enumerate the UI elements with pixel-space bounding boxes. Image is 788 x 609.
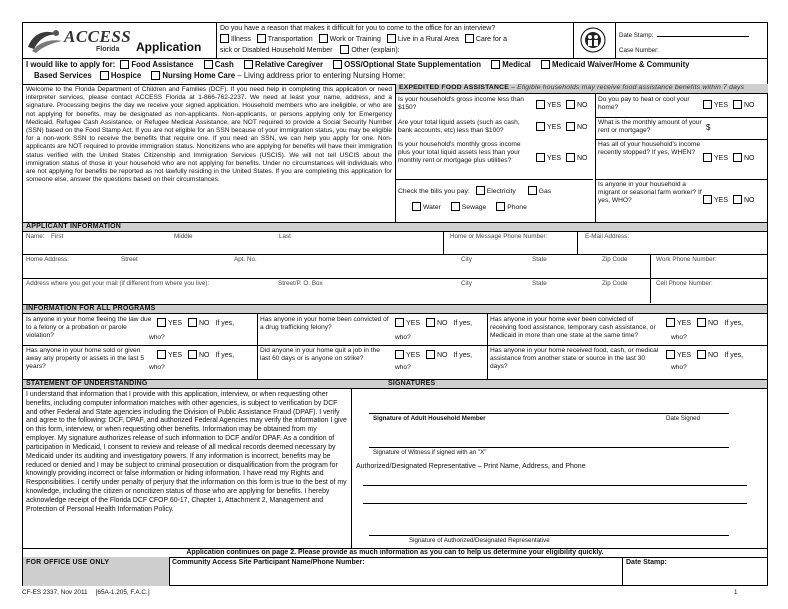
prog-q5: Did anyone in your home quit a job in the last 60 days or is anyone on strike? bbox=[260, 347, 380, 363]
nursing-home-checkbox[interactable] bbox=[151, 71, 160, 80]
exp-q1: Is your household's gross income less than $150? bbox=[398, 96, 524, 112]
exp-q3: Is your household's monthly gross income plus your total liquid assets less than your monthly rent or mortgage plus utilities? bbox=[398, 141, 521, 165]
exp-q1-yes[interactable] bbox=[536, 100, 545, 109]
intro-text: Welcome to the Florida Department of Children and Families (DCF). If you need help in completing this application or need interpreter services, please contact ACCESS Florida at 1-866-762-2237. We need at least your name, address, and a signature. Processing begins the day we receive your signed application. Household members who are ineligible, or who are not applying for benefits, may be designated as non-applicants. Non-applicants, or persons applying only for Emergency Medicaid, Refugee Cash Assistance, or Refugee Medical Assistance, are NOT required to provide a Social Security Number (SSN) based on the Food Stamp Act. If you are not eligible for an SSN because of your immigration status, you may be eligible for a non-work SSN to receive the benefits that require one. If you need an SSN, we can help you apply for one. Non-applicants are NOT required to provide immigration status. Noncitizens who are applying for benefits will have their immigration status verified with the United States Citizenship and Immigration Services (USCIS). We will not tell USCIS about the immigration status of those in your household who are not applying for benefits. Under no circumstances will individuals who are not applying for benefits be reported as not lawfully residing in the United States. If you are completing this application for someone else, answer the questions based on their circumstances. bbox=[26, 86, 392, 184]
rent-amount-field[interactable]: $ bbox=[706, 123, 711, 132]
office-use-label: FOR OFFICE USE ONLY bbox=[23, 557, 169, 586]
access-logo bbox=[26, 26, 202, 56]
exp-q3-yes[interactable] bbox=[536, 153, 545, 162]
swoosh-logo-icon bbox=[26, 27, 64, 55]
prog-q1-yes[interactable] bbox=[157, 318, 166, 327]
witness-label: Signature of Witness if signed with an "X" bbox=[373, 449, 487, 456]
exp-q4-yes[interactable] bbox=[703, 100, 712, 109]
bills-row: Check the bills you pay: Electricity Gas Water Sewage Phone bbox=[398, 188, 552, 211]
prog-q3-who[interactable]: who? bbox=[671, 334, 687, 341]
oss-checkbox[interactable] bbox=[333, 60, 342, 69]
home-phone-field[interactable] bbox=[444, 232, 577, 254]
name-field[interactable] bbox=[23, 232, 443, 254]
continues-note: Application continues on page 2. Please provide as much information as you can to help us determine your eligibility quickly. bbox=[186, 549, 604, 556]
dcf-seal-icon bbox=[580, 27, 606, 53]
applicant-header: APPLICANT INFORMATION bbox=[23, 222, 767, 232]
care-checkbox[interactable] bbox=[465, 34, 474, 43]
prog-q3-yes[interactable] bbox=[666, 318, 675, 327]
hospice-checkbox[interactable] bbox=[100, 71, 109, 80]
participant-label[interactable]: Community Access Site Participant Name/Phone Number: bbox=[172, 559, 365, 566]
adult-signature-line[interactable] bbox=[369, 413, 729, 414]
prog-q5-yes[interactable] bbox=[395, 350, 404, 359]
logo-word: ACCESS bbox=[64, 27, 132, 46]
exp-q7: Is anyone in your household a migrant or seasonal farm worker? If yes, WHO? bbox=[598, 181, 702, 205]
phone-bill-checkbox[interactable] bbox=[496, 202, 505, 211]
prog-q3: Has anyone in your home ever been convicted of receiving food assistance, temporary cash assistance, or Medicaid in more than one state at the same time? bbox=[490, 316, 656, 340]
prog-q2-no[interactable] bbox=[426, 318, 435, 327]
cash-checkbox[interactable] bbox=[204, 60, 213, 69]
exp-q6-yes[interactable] bbox=[703, 153, 712, 162]
electricity-checkbox[interactable] bbox=[476, 186, 485, 195]
rural-area-checkbox[interactable] bbox=[387, 34, 396, 43]
water-checkbox[interactable] bbox=[412, 202, 421, 211]
prog-q1-no[interactable] bbox=[188, 318, 197, 327]
rep-signature-line[interactable] bbox=[369, 535, 729, 536]
exp-q3-no[interactable] bbox=[566, 153, 575, 162]
prog-q6-who[interactable]: who? bbox=[671, 364, 687, 371]
exp-q4: Do you pay to heat or cool your home? bbox=[598, 96, 690, 112]
witness-signature-line[interactable] bbox=[369, 447, 729, 448]
prog-q3-no[interactable] bbox=[697, 318, 706, 327]
transportation-checkbox[interactable] bbox=[257, 34, 266, 43]
signatures-header: SIGNATURES bbox=[388, 380, 436, 387]
prog-q5-who[interactable]: who? bbox=[395, 364, 411, 371]
prog-q2: Has anyone in your home been convicted of a drug trafficking felony? bbox=[260, 316, 389, 332]
expedited-header: EXPEDITED FOOD ASSISTANCE – Eligible households may receive food assistance benefits within 7 days bbox=[396, 84, 768, 94]
prog-q6-yes[interactable] bbox=[666, 350, 675, 359]
cell-phone-field[interactable] bbox=[651, 278, 767, 303]
office-date-stamp-label[interactable]: Date Stamp: bbox=[626, 559, 667, 566]
adult-signature-label: Signature of Adult Household Member bbox=[373, 415, 486, 422]
exp-q6: Has all of your household's income recently stopped? If yes, WHEN? bbox=[598, 141, 701, 157]
rep-line-2[interactable] bbox=[363, 503, 747, 504]
application-form: ACCESS Florida Application Do you have a reason that makes it difficult for you to come to the office for an interview? Illness Transportation Work or Training Live in a Rural Area Care for a sick or Disabled Household Member Other (explain): Date Stamp: Case Number: I would like to apply for: Food Assistance Cash Relative Caregiver OSS/Optional State Supplementation Medical Medicaid Waiver/Home & Community Based Services Hospice Nursing Home Care – Living address prior to entering Nursing Home: Welcome to the Florida Department of Children and Families (DCF). If you need help in completing this application or need interpreter services, please contact ACCESS Florida at 1-866-762-2237. We need at least your name, address, and a signature. Processing begins the day we receive your signed application. Household members who are ineligible, or who are not applying for benefits, may be designated as non-applicants. Non-applicants, or persons applying only for Emergency Medicaid, Refugee Cash Assistance, or Refugee Medical Assistance, are NOT required to provide a Social Security Number (SSN) based on the Food Stamp Act. If you are not eligible for an SSN because of your immigration status, you may be eligible for a non-work SSN to receive the benefits that require one. If you need an SSN, we can help you apply for one. Non-applicants are NOT required to provide immigration status. Noncitizens who are applying for benefits will have their immigration status verified with the United States Citizenship and Immigration Services (USCIS). We will not tell USCIS about the immigration status of those in your household who are not applying for benefits. Under no circumstances will individuals who are not applying for benefits be reported as not lawfully residing in the United States. If you are completing this application for someone else, answer the questions based on their circumstances. EXPEDITED FOOD ASSISTANCE – Eligible households may receive food assistance benefits within 7 days Is your household's gross income less than $150? YES NO Are your total liquid assets (such as cash, bank accounts, etc) less than $100? YES NO Is your household's monthly gross income plus your total liquid assets less than your monthly rent or mortgage plus utilities? YES NO Check the bills you pay: Electricity Gas Water Sewage Phone Do you pay to heat or cool your home? YES NO What is the monthly amount of your rent or mortgage? $ Has all of your household's income recently stopped? If yes, WHEN? YES NO Is anyone in your household a migrant or seasonal farm worker? If yes, WHO? YES NO APPLICANT INFORMATION Name: First Middle Last Home or Message Phone Number: E-Mail Address: Home Address: Street Apt. No. City State Zip Code Work Phone Number: Address where you get your mail (if different from where you live): Street/P. O. Box City State Zip Code Cell Phone Number: INFORMATION FOR ALL PROGRAMS Is anyone in your home fleeing the law due to a felony or a probation or parole violation? YES NO If yes, who? Has anyone in your home been convicted of a drug trafficking felony? YES NO If yes, who? Has anyone in your home ever been convicted of receiving food assistance, temporary cash assistance, or Medicaid in more than one state at the same time? YES NO If yes, who? Has anyone in your home sold or given away any property or assets in the last 5 years? YES NO If yes, who? Did anyone in your home quit a job in the last 60 days or is anyone on strike? YES NO If yes, who? Has anyone in your home received food, cash, or medical assistance from another state or source in the last 30 days? YES NO If yes, who? STATEMENT OF UNDERSTANDING SIGNATURES I understand that information that I provide with this application, interview, or when requesting other benefits, including computer information matches with other agencies, is subject to verification by DCF and other Federal and State agencies including the Division of Public Assistance Fraud (DPAF). I verify and agree to the following: DCF, DPAF, and authorized Federal Agencies may verify the information I give on this form, interview, or when requesting other benefits. Information may be obtained from my employer. My signature authorizes release of such information to DCF and/or DPAF. As a condition of participation in Medicaid, I consent to review and release of all medical records deemed necessary by Medicaid under its auditing and investigatory powers. If any information is incorrect, benefits may be reduced or denied and I may be subject to criminal prosecution or disqualification from the program for knowingly providing incorrect or false information or hiding information. I have read my Rights and Responsibilities. I certify under penalty of perjury that the information on this form is true to the best of my knowledge, including the citizen or noncitizen status of those who are applying for benefits. I hereby acknowledge receipt of the Florida DCF CFOP 60-17, Chapter 1, Attachment 2, Management and Protection of Personal Health Information Policy. Signature of Adult Household Member Date Signed Signature of Witness if signed with an "X" Authorized/Designated Representative – Print Name, Address, and Phone Signature of Authorized/Designated Representative Application continues on page 2. Please provide as much information as you can to help us determine your eligibility quickly. FOR OFFICE USE ONLY Community Access Site Participant Name/Phone Number: Date Stamp: bbox=[22, 22, 768, 586]
exp-q5: What is the monthly amount of your rent or mortgage? bbox=[598, 119, 702, 135]
prog-q4: Has anyone in your home sold or given away any property or assets in the last 5 years? bbox=[26, 347, 145, 371]
understanding-text: I understand that information that I provide with this application, interview, or when requesting other benefits, including computer information matches with other agencies, is subject to verification by DCF and other Federal and State agencies including the Division of Public Assistance Fraud (DPAF). I verify and agree to the following: DCF, DPAF, and authorized Federal Agencies may verify the information I give on this form, interview, or when requesting other benefits. Information may be obtained from my employer. My signature authorizes release of such information to DCF and/or DPAF. As a condition of participation in Medicaid, I consent to review and release of all medical records deemed necessary by Medicaid under its auditing and investigatory powers. If any information is incorrect, benefits may be reduced or denied and I may be subject to criminal prosecution or disqualification from the program for knowingly providing incorrect or false information or hiding information. I have read my Rights and Responsibilities. I certify under penalty of perjury that the information on this form is true to the best of my knowledge, including the citizen or noncitizen status of those who are applying for benefits. I hereby acknowledge receipt of the Florida DCF CFOP 60-17, Chapter 1, Attachment 2, Management and Protection of Personal Health Information Policy. bbox=[26, 391, 347, 513]
prog-q6-no[interactable] bbox=[697, 350, 706, 359]
exp-q7-yes[interactable] bbox=[703, 195, 712, 204]
date-stamp-label: Date Stamp: bbox=[619, 32, 654, 39]
programs-header: INFORMATION FOR ALL PROGRAMS bbox=[23, 304, 767, 314]
prog-q4-yes[interactable] bbox=[157, 350, 166, 359]
exp-q2-no[interactable] bbox=[566, 122, 575, 131]
logo-state: Florida bbox=[96, 46, 120, 53]
exp-q4-no[interactable] bbox=[733, 100, 742, 109]
app-title: Application bbox=[136, 40, 202, 54]
home-address-field[interactable] bbox=[23, 254, 650, 278]
prog-q4-no[interactable] bbox=[188, 350, 197, 359]
prog-q2-who[interactable]: who? bbox=[395, 334, 411, 341]
rep-line-1[interactable] bbox=[363, 485, 747, 486]
exp-q7-no[interactable] bbox=[733, 195, 742, 204]
prog-q1: Is anyone in your home fleeing the law due to a felony or a probation or parole violation? bbox=[26, 316, 152, 340]
exp-q2-yes[interactable] bbox=[536, 122, 545, 131]
exp-q6-no[interactable] bbox=[733, 153, 742, 162]
understanding-header: STATEMENT OF UNDERSTANDING SIGNATURES bbox=[23, 379, 767, 389]
date-stamp-field[interactable] bbox=[657, 30, 749, 37]
prog-q4-who[interactable]: who? bbox=[149, 364, 165, 371]
exp-q1-no[interactable] bbox=[566, 100, 575, 109]
work-training-checkbox[interactable] bbox=[319, 34, 328, 43]
medicaid-waiver-checkbox[interactable] bbox=[541, 60, 550, 69]
prog-q1-who[interactable]: who? bbox=[149, 334, 165, 341]
rep-print-label: Authorized/Designated Representative – Print Name, Address, and Phone bbox=[356, 463, 586, 470]
other-checkbox[interactable] bbox=[340, 45, 349, 54]
form-id: CF-ES 2337, Nov 2011 [65A-1.205, F.A.C.] bbox=[22, 589, 150, 596]
gas-checkbox[interactable] bbox=[528, 186, 537, 195]
prog-q2-yes[interactable] bbox=[395, 318, 404, 327]
work-phone-field[interactable] bbox=[651, 254, 767, 278]
prog-q5-no[interactable] bbox=[426, 350, 435, 359]
sewage-checkbox[interactable] bbox=[451, 202, 460, 211]
rep-signature-label: Signature of Authorized/Designated Representative bbox=[409, 537, 550, 544]
page-number: 1 bbox=[734, 589, 738, 596]
food-assistance-checkbox[interactable] bbox=[120, 60, 129, 69]
interview-question: Do you have a reason that makes it difficult for you to come to the office for an interview? Illness Transportation Work or Training Live in a Rural Area Care for a sick or Disabled Household Member Other (explain): bbox=[220, 25, 507, 54]
email-field[interactable] bbox=[578, 232, 767, 254]
apply-for-row: I would like to apply for: Food Assistance Cash Relative Caregiver OSS/Optional State Supplementation Medical Medicaid Waiver/Home & Community Based Services Hospice Nursing Home Care – Living address prior to entering Nursing Home: bbox=[26, 60, 690, 80]
medical-checkbox[interactable] bbox=[491, 60, 500, 69]
date-signed-label: Date Signed bbox=[666, 415, 701, 422]
exp-q2: Are your total liquid assets (such as cash, bank accounts, etc) less than $100? bbox=[398, 119, 520, 135]
mail-address-field[interactable] bbox=[23, 278, 650, 303]
name-label: Name: bbox=[26, 233, 45, 240]
relative-caregiver-checkbox[interactable] bbox=[244, 60, 253, 69]
prog-q6: Has anyone in your home received food, cash, or medical assistance from another state or source in the last 30 days? bbox=[490, 347, 659, 371]
illness-checkbox[interactable] bbox=[220, 34, 229, 43]
case-number-label: Case Number: bbox=[619, 47, 659, 54]
